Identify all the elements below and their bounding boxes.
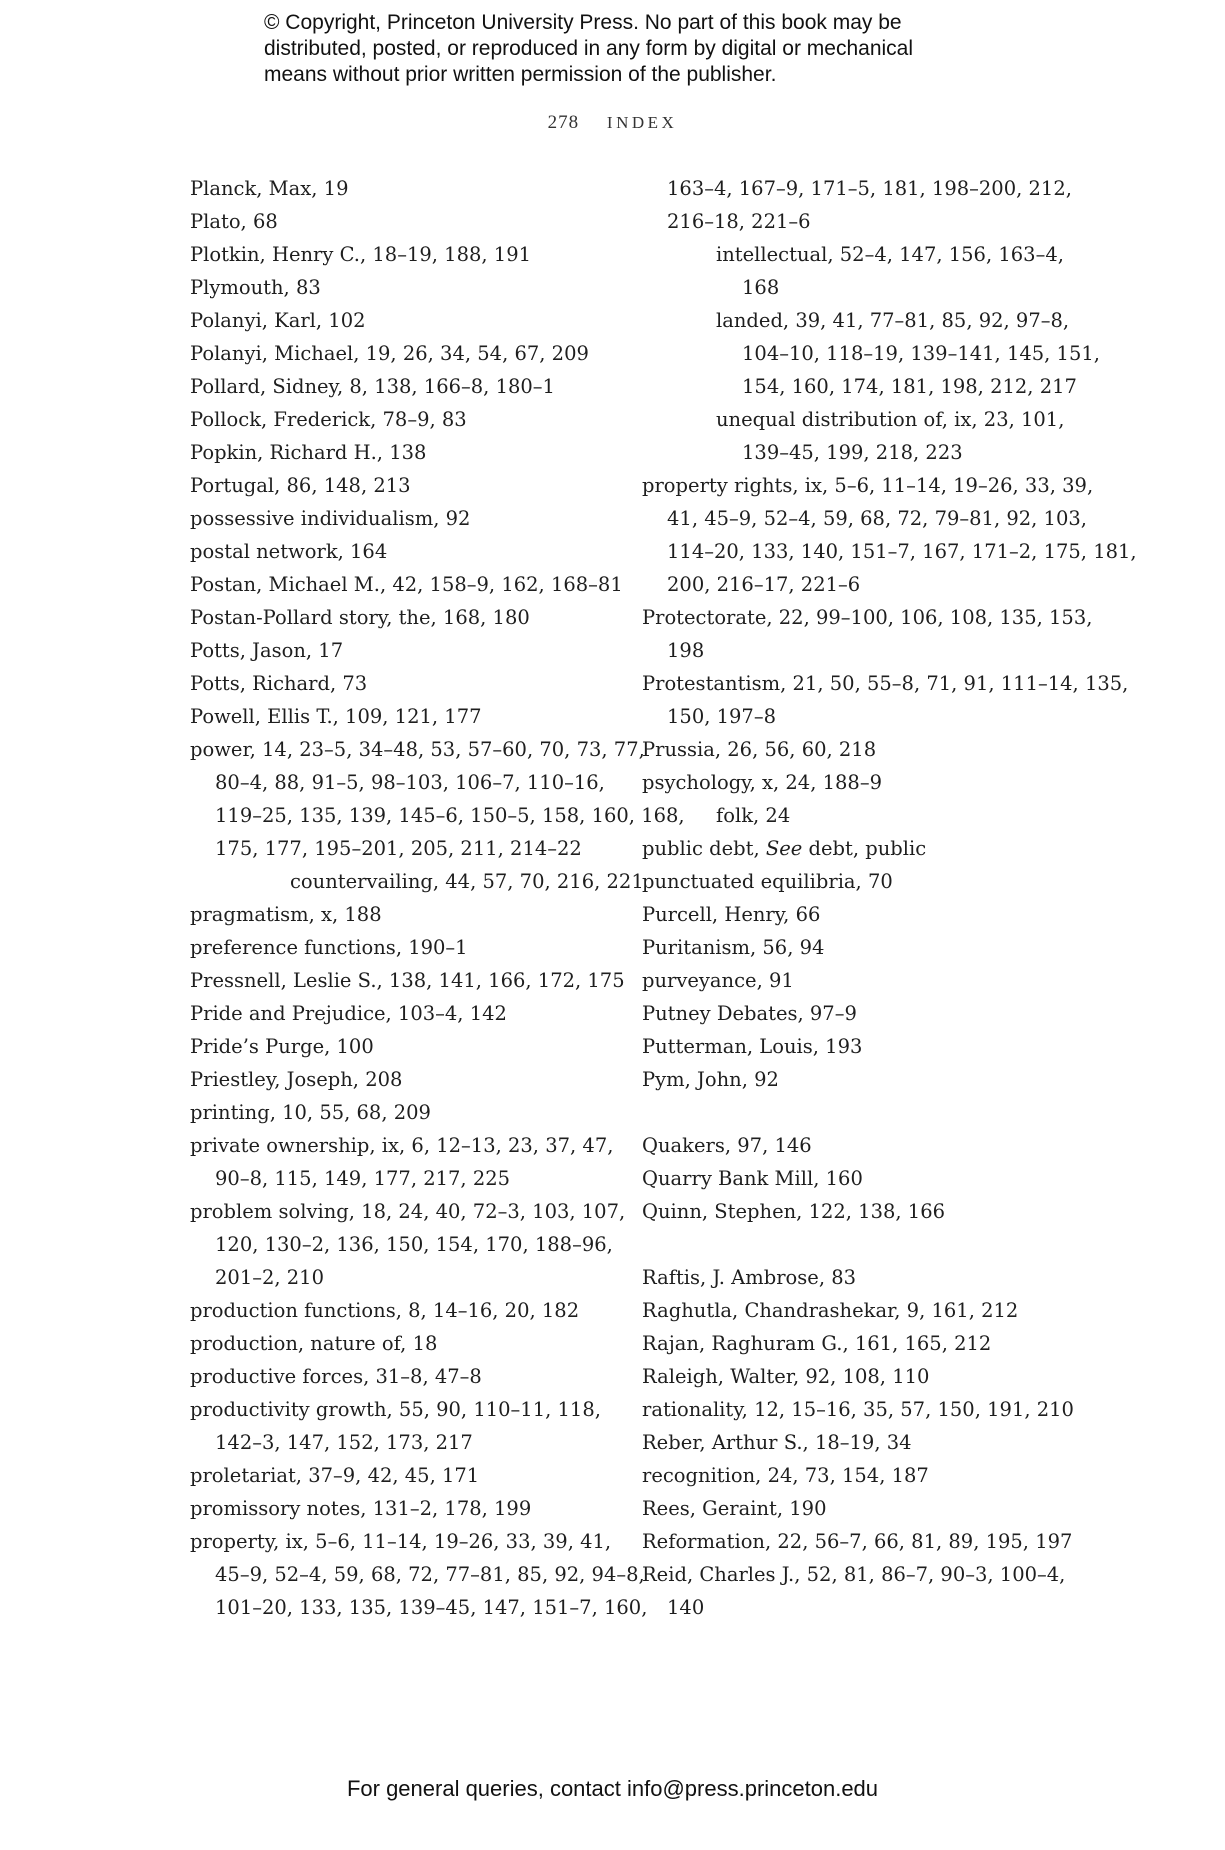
index-entry-continuation: 175, 177, 195–201, 205, 211, 214–22 bbox=[215, 837, 582, 860]
copyright-line: distributed, posted, or reproduced in any form by digital or mechanical bbox=[264, 37, 914, 60]
index-column-right bbox=[642, 172, 1137, 1624]
copyright-line: means without prior written permission of the publisher. bbox=[264, 63, 777, 86]
index-entry: pragmatism, x, 188 bbox=[190, 903, 382, 926]
index-entry: productive forces, 31–8, 47–8 bbox=[190, 1365, 482, 1388]
section-title: INDEX bbox=[606, 113, 678, 132]
index-entry: Polanyi, Karl, 102 bbox=[190, 309, 366, 332]
index-entry: Putney Debates, 97–9 bbox=[642, 1002, 857, 1025]
index-entry-continuation: 201–2, 210 bbox=[215, 1266, 324, 1289]
index-entry: preference functions, 190–1 bbox=[190, 936, 468, 959]
copyright-notice bbox=[264, 10, 1024, 88]
index-entry-see bbox=[642, 832, 1062, 865]
index-entry: Popkin, Richard H., 138 bbox=[190, 441, 427, 464]
index-entry: recognition, 24, 73, 154, 187 bbox=[642, 1464, 929, 1487]
index-entry: productivity growth, 55, 90, 110–11, 118, bbox=[190, 1398, 601, 1421]
index-entry: possessive individualism, 92 bbox=[190, 507, 471, 530]
running-head bbox=[0, 112, 1225, 134]
index-entry-continuation: 90–8, 115, 149, 177, 217, 225 bbox=[215, 1167, 511, 1190]
index-subentry: folk, 24 bbox=[716, 804, 791, 827]
index-entry-continuation: 150, 197–8 bbox=[667, 705, 776, 728]
index-entry: Postan-Pollard story, the, 168, 180 bbox=[190, 606, 530, 629]
index-entry: Postan, Michael M., 42, 158–9, 162, 168–81 bbox=[190, 573, 623, 596]
index-entry: Purcell, Henry, 66 bbox=[642, 903, 821, 926]
page-number: 278 bbox=[547, 112, 580, 133]
index-entry: Rajan, Raghuram G., 161, 165, 212 bbox=[642, 1332, 992, 1355]
index-entry: purveyance, 91 bbox=[642, 969, 794, 992]
index-subentry: countervailing, 44, 57, 70, 216, 221 bbox=[290, 870, 644, 893]
copyright-line: © Copyright, Princeton University Press. No part of this book may be bbox=[264, 11, 902, 34]
index-entry: promissory notes, 131–2, 178, 199 bbox=[190, 1497, 532, 1520]
index-entry: Quakers, 97, 146 bbox=[642, 1134, 812, 1157]
index-entry: Raftis, J. Ambrose, 83 bbox=[642, 1266, 857, 1289]
index-entry: Potts, Richard, 73 bbox=[190, 672, 368, 695]
index-entry: production, nature of, 18 bbox=[190, 1332, 438, 1355]
index-entry: Plymouth, 83 bbox=[190, 276, 321, 299]
section-gap bbox=[642, 1228, 1062, 1261]
index-entry: Raleigh, Walter, 92, 108, 110 bbox=[642, 1365, 930, 1388]
index-entry: problem solving, 18, 24, 40, 72–3, 103, 107, bbox=[190, 1200, 626, 1223]
index-entry: printing, 10, 55, 68, 209 bbox=[190, 1101, 431, 1124]
index-entry: Protestantism, 21, 50, 55–8, 71, 91, 111–14, 135, bbox=[642, 672, 1129, 695]
index-entry: property rights, ix, 5–6, 11–14, 19–26, 33, 39, bbox=[642, 474, 1094, 497]
index-entry: Protectorate, 22, 99–100, 106, 108, 135, 153, bbox=[642, 606, 1093, 629]
see-reference: See bbox=[765, 837, 803, 860]
index-entry: Prussia, 26, 56, 60, 218 bbox=[642, 738, 877, 761]
index-entry: Planck, Max, 19 bbox=[190, 177, 349, 200]
index-entry: psychology, x, 24, 188–9 bbox=[642, 771, 882, 794]
index-entry: Pressnell, Leslie S., 138, 141, 166, 172, 175 bbox=[190, 969, 625, 992]
index-entry-continuation: 163–4, 167–9, 171–5, 181, 198–200, 212, bbox=[667, 177, 1072, 200]
index-entry: Priestley, Joseph, 208 bbox=[190, 1068, 403, 1091]
index-subentry-continuation: 139–45, 199, 218, 223 bbox=[742, 441, 963, 464]
index-entry: Quinn, Stephen, 122, 138, 166 bbox=[642, 1200, 946, 1223]
index-entry: Putterman, Louis, 193 bbox=[642, 1035, 863, 1058]
see-target: debt, public bbox=[802, 837, 927, 860]
index-entry: production functions, 8, 14–16, 20, 182 bbox=[190, 1299, 580, 1322]
index-entry: Plato, 68 bbox=[190, 210, 278, 233]
index-entry: Puritanism, 56, 94 bbox=[642, 936, 825, 959]
index-entry: Plotkin, Henry C., 18–19, 188, 191 bbox=[190, 243, 532, 266]
index-entry: Reformation, 22, 56–7, 66, 81, 89, 195, 197 bbox=[642, 1530, 1073, 1553]
index-entry: Pollard, Sidney, 8, 138, 166–8, 180–1 bbox=[190, 375, 555, 398]
index-entry-continuation: 198 bbox=[667, 639, 705, 662]
index-column-left bbox=[190, 172, 685, 1624]
index-entry: Potts, Jason, 17 bbox=[190, 639, 344, 662]
index-entry: punctuated equilibria, 70 bbox=[642, 870, 893, 893]
index-entry: postal network, 164 bbox=[190, 540, 388, 563]
index-entry: proletariat, 37–9, 42, 45, 171 bbox=[190, 1464, 480, 1487]
index-entry: power, 14, 23–5, 34–48, 53, 57–60, 70, 73, 77, bbox=[190, 738, 645, 761]
section-gap bbox=[642, 1096, 1062, 1129]
index-subentry: unequal distribution of, ix, 23, 101, bbox=[716, 408, 1065, 431]
index-entry: Pride and Prejudice, 103–4, 142 bbox=[190, 1002, 507, 1025]
index-entry: Pym, John, 92 bbox=[642, 1068, 779, 1091]
index-entry: rationality, 12, 15–16, 35, 57, 150, 191, 210 bbox=[642, 1398, 1074, 1421]
index-subentry: landed, 39, 41, 77–81, 85, 92, 97–8, bbox=[716, 309, 1070, 332]
index-entry: Portugal, 86, 148, 213 bbox=[190, 474, 411, 497]
index-entry: Reid, Charles J., 52, 81, 86–7, 90–3, 100–4, bbox=[642, 1563, 1066, 1586]
index-entry-continuation: 140 bbox=[667, 1596, 705, 1619]
footer-contact: For general queries, contact info@press.princeton.edu bbox=[346, 1776, 879, 1801]
index-subentry-continuation: 104–10, 118–19, 139–141, 145, 151, bbox=[742, 342, 1100, 365]
index-entry-continuation: 119–25, 135, 139, 145–6, 150–5, 158, 160, 168, bbox=[215, 804, 685, 827]
index-entry-continuation: 142–3, 147, 152, 173, 217 bbox=[215, 1431, 473, 1454]
index-entry: Reber, Arthur S., 18–19, 34 bbox=[642, 1431, 912, 1454]
index-entry-continuation: 41, 45–9, 52–4, 59, 68, 72, 79–81, 92, 103, bbox=[667, 507, 1087, 530]
index-entry-continuation: 45–9, 52–4, 59, 68, 72, 77–81, 85, 92, 94–8, bbox=[215, 1563, 645, 1586]
index-subentry-continuation: 168 bbox=[742, 276, 780, 299]
index-entry-continuation: 200, 216–17, 221–6 bbox=[667, 573, 861, 596]
index-entry-continuation: 80–4, 88, 91–5, 98–103, 106–7, 110–16, bbox=[215, 771, 605, 794]
index-term: public debt, bbox=[642, 837, 766, 860]
index-entry: property, ix, 5–6, 11–14, 19–26, 33, 39, 41, bbox=[190, 1530, 612, 1553]
index-entry: Polanyi, Michael, 19, 26, 34, 54, 67, 209 bbox=[190, 342, 589, 365]
index-entry: Rees, Geraint, 190 bbox=[642, 1497, 827, 1520]
index-subentry-continuation: 154, 160, 174, 181, 198, 212, 217 bbox=[742, 375, 1077, 398]
index-entry: Pollock, Frederick, 78–9, 83 bbox=[190, 408, 467, 431]
index-entry: private ownership, ix, 6, 12–13, 23, 37, 47, bbox=[190, 1134, 614, 1157]
index-entry: Powell, Ellis T., 109, 121, 177 bbox=[190, 705, 482, 728]
index-entry: Quarry Bank Mill, 160 bbox=[642, 1167, 863, 1190]
index-entry-continuation: 120, 130–2, 136, 150, 154, 170, 188–96, bbox=[215, 1233, 613, 1256]
index-entry-continuation: 114–20, 133, 140, 151–7, 167, 171–2, 175, 181, bbox=[667, 540, 1137, 563]
index-subentry: intellectual, 52–4, 147, 156, 163–4, bbox=[716, 243, 1064, 266]
index-entry-continuation: 216–18, 221–6 bbox=[667, 210, 811, 233]
index-entry-continuation: 101–20, 133, 135, 139–45, 147, 151–7, 160, bbox=[215, 1596, 648, 1619]
index-entry: Pride’s Purge, 100 bbox=[190, 1035, 374, 1058]
index-entry: Raghutla, Chandrashekar, 9, 161, 212 bbox=[642, 1299, 1019, 1322]
